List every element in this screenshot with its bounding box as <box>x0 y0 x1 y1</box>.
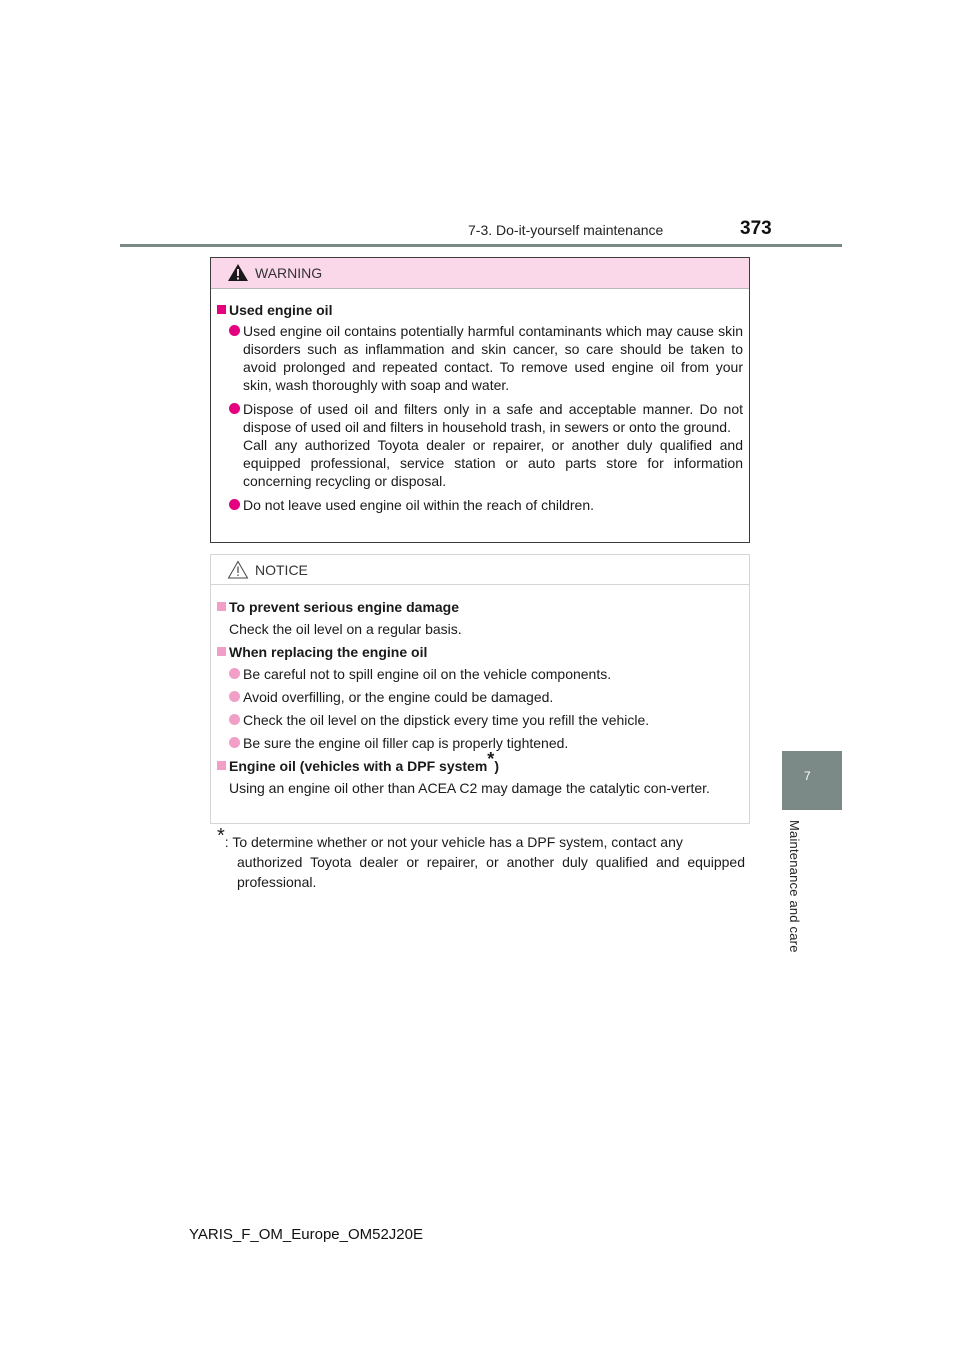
notice-item: Be careful not to spill engine oil on the vehicle components. <box>217 665 743 683</box>
notice-text: Using an engine oil other than ACEA C2 may damage the catalytic con-verter. <box>229 780 710 796</box>
document-id: YARIS_F_OM_Europe_OM52J20E <box>189 1226 424 1243</box>
round-bullet-icon <box>229 668 240 679</box>
notice-item: Check the oil level on the dipstick every time you refill the vehicle. <box>217 711 743 729</box>
warning-header <box>211 258 749 289</box>
notice-item: Avoid overfilling, or the engine could be damaged. <box>217 688 743 706</box>
round-bullet-icon <box>229 403 240 414</box>
notice-box <box>210 554 750 824</box>
notice-section-heading: To prevent serious engine damage <box>217 598 743 616</box>
square-bullet-icon <box>217 305 226 314</box>
footnote-asterisk: * <box>217 825 225 847</box>
warning-section-heading: Used engine oil <box>217 301 743 319</box>
warning-box <box>210 257 750 543</box>
warning-title: WARNING <box>255 265 323 281</box>
footnote-line1: : To determine whether or not your vehicle has a DPF system, contact any <box>224 834 683 850</box>
round-bullet-icon <box>229 691 240 702</box>
round-bullet-icon <box>229 499 240 510</box>
caution-triangle-outline-icon <box>227 560 249 579</box>
warning-body <box>211 289 749 514</box>
notice-section-heading: When replacing the engine oil <box>217 643 743 661</box>
section-title: 7-3. Do-it-yourself maintenance <box>468 222 664 238</box>
asterisk-mark: * <box>487 749 495 769</box>
square-bullet-icon <box>217 761 226 770</box>
header-divider <box>120 244 842 247</box>
round-bullet-icon <box>229 737 240 748</box>
notice-body <box>211 585 749 797</box>
warning-item: Do not leave used engine oil within the reach of children. <box>217 496 743 514</box>
footnote <box>217 825 745 892</box>
page-number: 373 <box>740 218 772 239</box>
round-bullet-icon <box>229 325 240 336</box>
chapter-label: Maintenance and care <box>787 820 802 953</box>
notice-item: Be sure the engine oil filler cap is properly tightened. <box>217 734 743 752</box>
notice-title: NOTICE <box>255 562 308 578</box>
notice-text: Check the oil level on a regular basis. <box>229 621 462 637</box>
warning-item: Used engine oil contains potentially harmful contaminants which may cause skin disorders such as inflammation and skin cancer, so care should be taken to avoid prolonged and repeated contact. To remove used engine oil from your skin, wash thoroughly with soap and water. <box>217 322 743 394</box>
notice-section-heading: Engine oil (vehicles with a DPF system*) <box>217 757 743 775</box>
chapter-number: 7 <box>804 769 811 783</box>
square-bullet-icon <box>217 647 226 656</box>
round-bullet-icon <box>229 714 240 725</box>
chapter-tab[interactable] <box>782 751 842 810</box>
footnote-rest: authorized Toyota dealer or repairer, or another duly qualified and equipped professional. <box>237 854 745 890</box>
warning-triangle-icon <box>227 263 249 282</box>
warning-item: Dispose of used oil and filters only in a safe and acceptable manner. Do not dispose of used oil and filters in household trash, in sewers or onto the ground. Call any authorized Toyota dealer or repairer, or another duly qualified and equipped professional, service station or auto parts store for information concerning recycling or disposal. <box>217 400 743 490</box>
notice-header <box>211 555 749 585</box>
square-bullet-icon <box>217 602 226 611</box>
